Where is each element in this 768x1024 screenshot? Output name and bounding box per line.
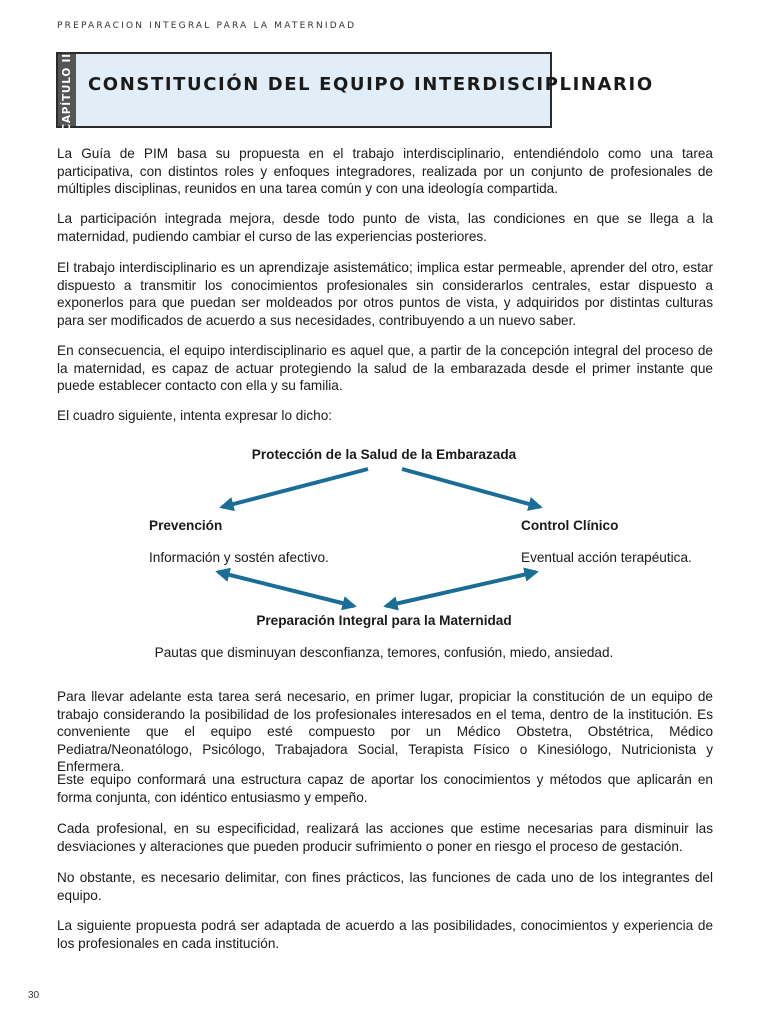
paragraph: El trabajo interdisciplinario es un aprendizaje asistemático; implica estar permeable, aprender del otro, estar dispuesto a transmitir los conocimientos profesionales sin considerarlos centrales, estar dispuesto a exponerlos para que puedan ser moldeados por otros puntos de vista, y adquiridos por distintas culturas para ser modificados de acuerdo a sus necesidades, contribuyendo a un nuevo saber. xyxy=(57,260,713,328)
paragraph: La Guía de PIM basa su propuesta en el trabajo interdisciplinario, entendiéndolo como una tarea participativa, con distintos roles y enfoques integradores, realizada por un conjunto de profesionales de múltiples disciplinas, reunidos en una tarea común y con una ideología compartida. xyxy=(57,146,713,196)
diagram-top-title: Protección de la Salud de la Embarazada xyxy=(251,447,517,462)
paragraph: La siguiente propuesta podrá ser adaptada de acuerdo a las posibilidades, conocimientos y experiencia de los profesionales en cada institución. xyxy=(57,918,713,951)
diagram-right-title: Control Clínico xyxy=(521,518,619,533)
arrow-right-to-bottom xyxy=(386,572,536,606)
paragraph: Cada profesional, en su especificidad, realizará las acciones que estime necesarias para disminuir las desviaciones y alteraciones que pueden producir sufrimiento o poner en riesgo el proceso de gestación. xyxy=(57,821,713,854)
arrow-top-to-right xyxy=(402,469,540,507)
paragraph: Este equipo conformará una estructura capaz de aportar los conocimientos y métodos que aplicarán en forma conjunta, con idéntico entusiasmo y empeño. xyxy=(57,772,713,805)
diagram-right-text: Eventual acción terapéutica. xyxy=(521,550,692,565)
chapter-title: CONSTITUCIÓN DEL EQUIPO INTERDISCIPLINARIO xyxy=(88,74,654,95)
paragraph: Para llevar adelante esta tarea será necesario, en primer lugar, propiciar la constitución de un equipo de trabajo considerando la posibilidad de los profesionales interesados en el tema, dentro de la institución. Es conveniente que el equipo esté compuesto por un Médico Obstetra, Obstétrica, Médico Pediatra/Neonatólogo, Psicólogo, Trabajadora Social, Terapista Físico o Kinesiólogo, Nutricionista y Enfermera. xyxy=(57,689,713,774)
diagram-bottom-text: Pautas que disminuyan desconfianza, temores, confusión, miedo, ansiedad. xyxy=(154,645,614,660)
diagram-left-text: Información y sostén afectivo. xyxy=(149,550,329,565)
page-number: 30 xyxy=(28,990,40,1001)
diagram-bottom-title: Preparación Integral para la Maternidad xyxy=(256,613,512,628)
paragraph: No obstante, es necesario delimitar, con fines prácticos, las funciones de cada uno de los integrantes del equipo. xyxy=(57,870,713,903)
paragraph: La participación integrada mejora, desde todo punto de vista, las condiciones en que se llega a la maternidad, pudiendo cambiar el curso de las experiencias posteriores. xyxy=(57,211,713,244)
paragraph: El cuadro siguiente, intenta expresar lo dicho: xyxy=(57,408,333,423)
arrow-top-to-left xyxy=(222,469,368,507)
paragraph: En consecuencia, el equipo interdisciplinario es aquel que, a partir de la concepción integral del proceso de la maternidad, es capaz de actuar protegiendo la salud de la embarazada desde el primer instante que puede establecer contacto con ella y su familia. xyxy=(57,343,713,393)
diagram-left-title: Prevención xyxy=(149,518,223,533)
running-header: PREPARACION INTEGRAL PARA LA MATERNIDAD xyxy=(57,21,357,31)
chapter-tab-label: CAPÍTULO III xyxy=(61,48,73,132)
arrow-left-to-bottom xyxy=(218,572,354,606)
